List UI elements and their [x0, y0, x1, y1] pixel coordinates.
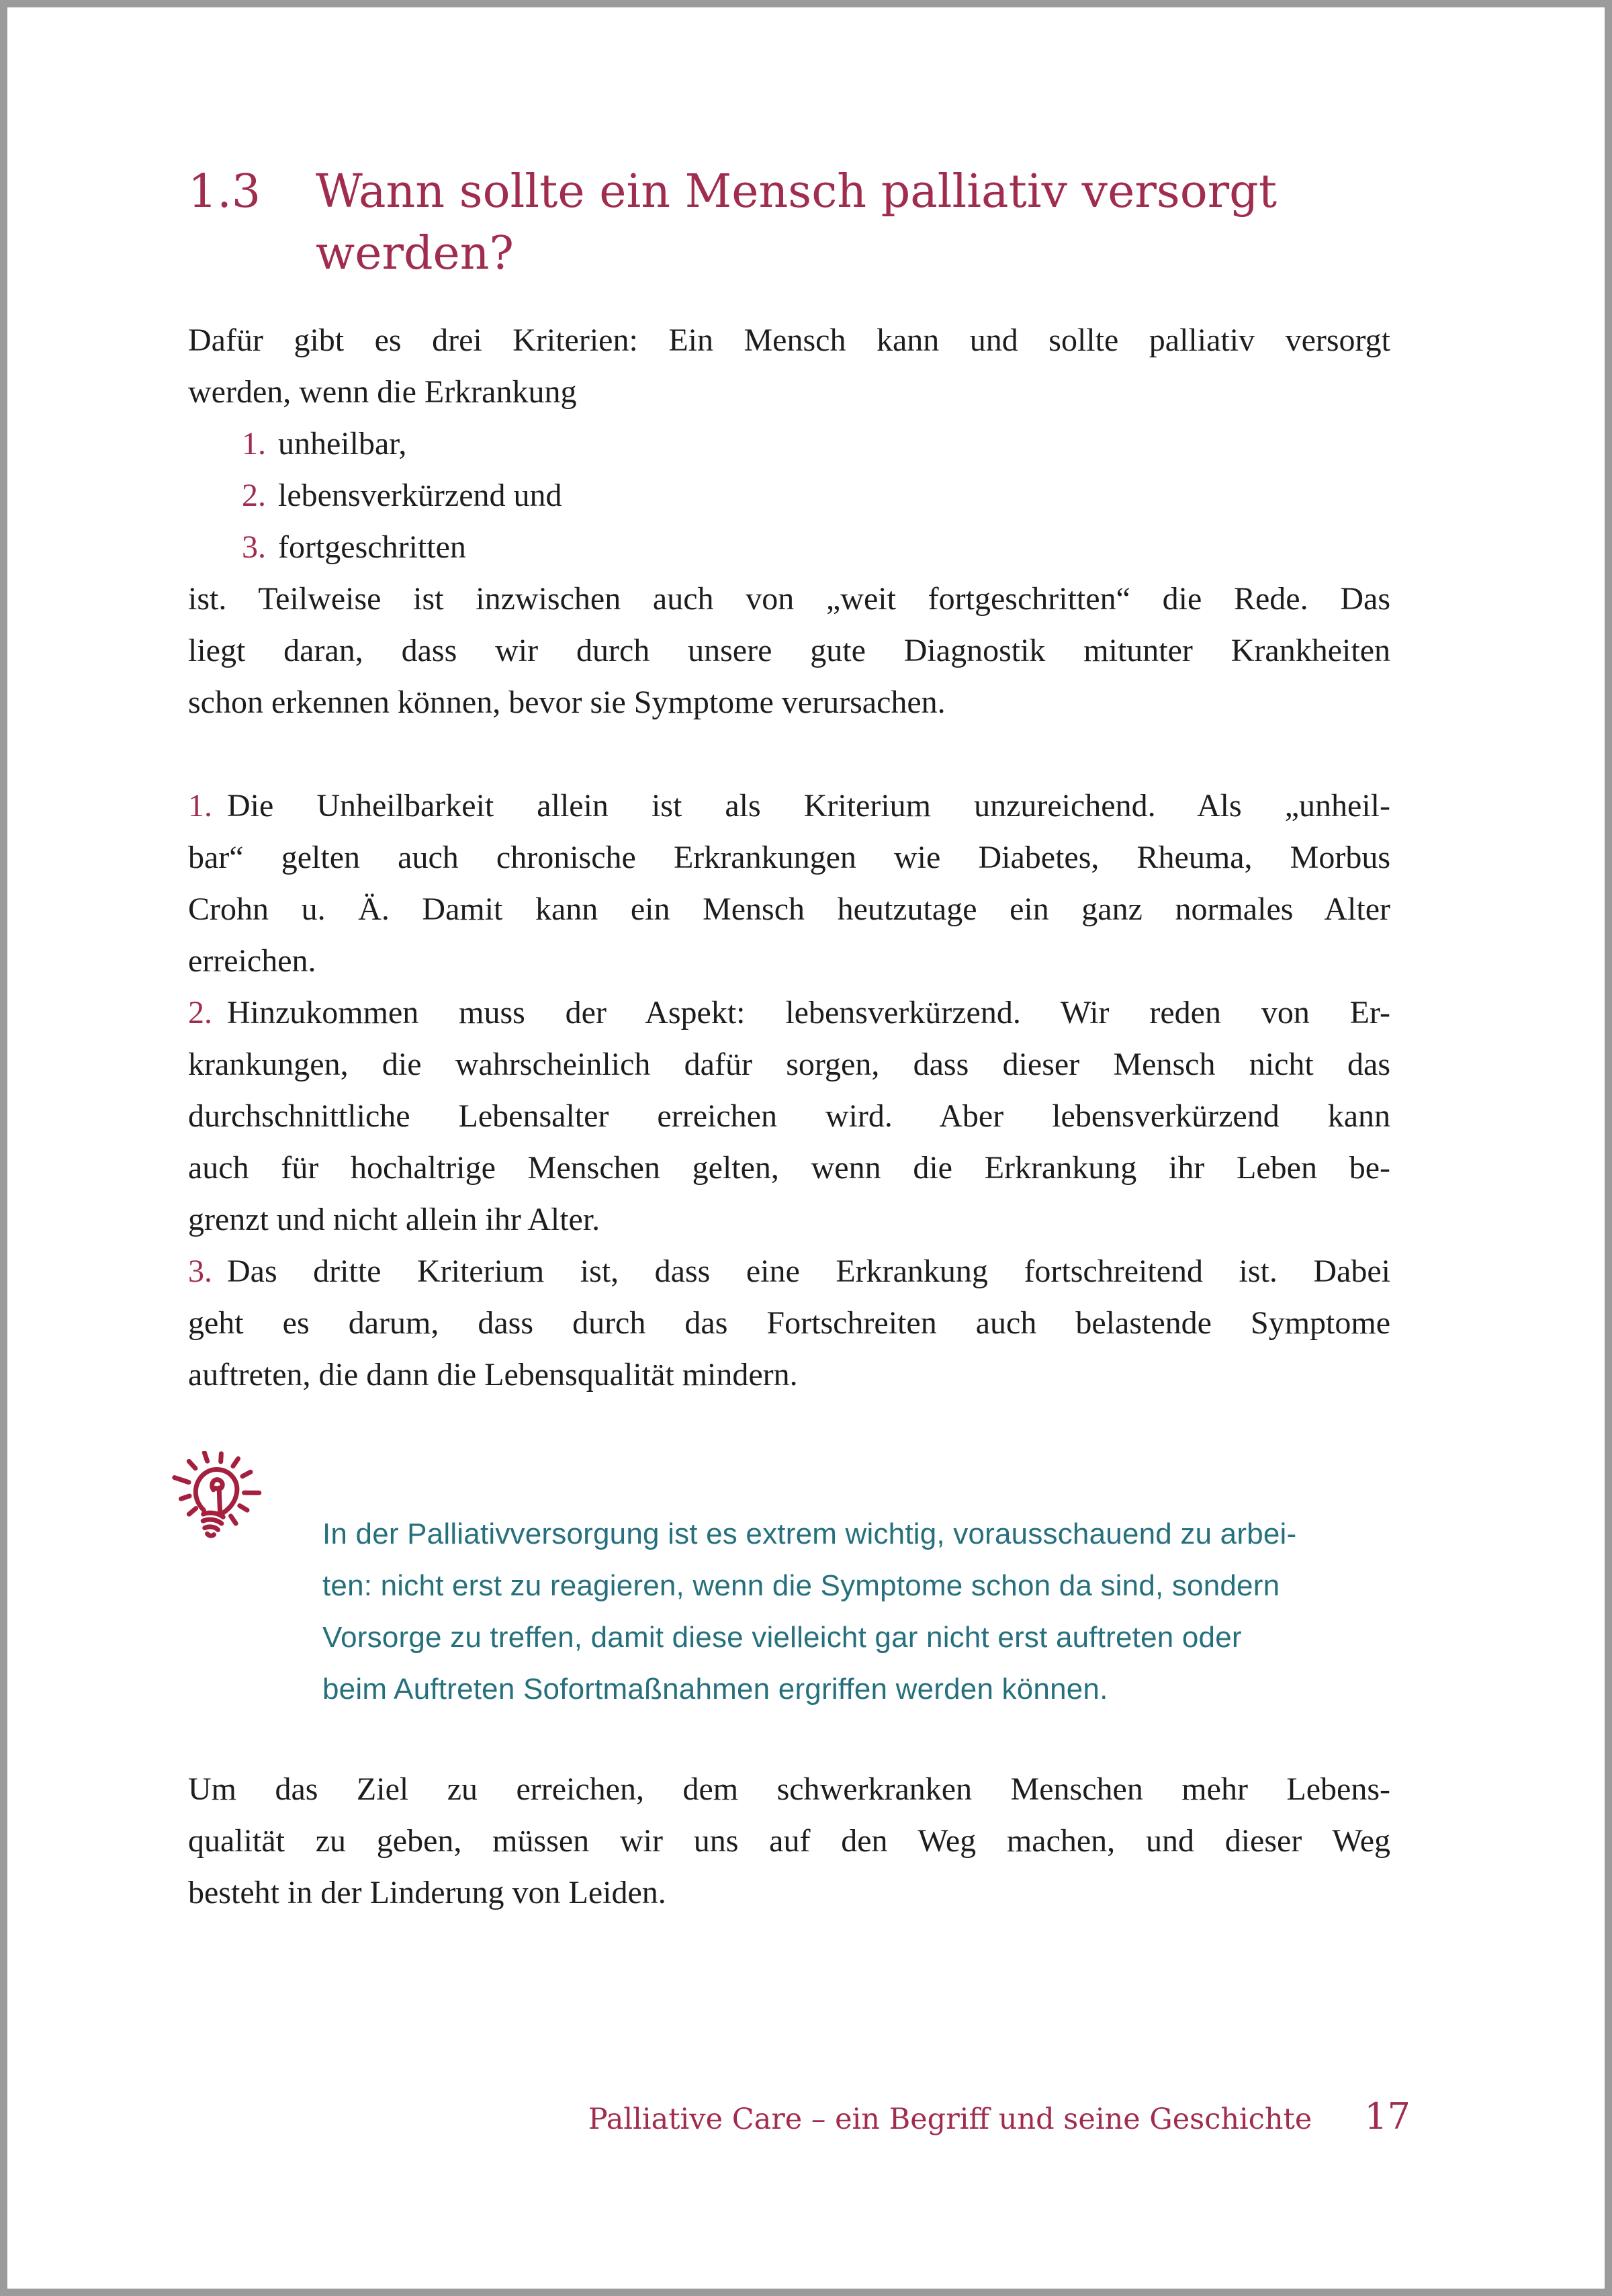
- page-number: 17: [1364, 2095, 1410, 2137]
- section-title-line-1: Wann sollte ein Mensch palliativ versorgt: [316, 165, 1278, 218]
- section-title-line-2: werden?: [316, 227, 514, 280]
- body-line: ist. Teilweise ist inzwischen auch von „weit fortgeschritten“ die Rede. Das: [188, 581, 1390, 617]
- criterion-number: 1.: [188, 788, 212, 824]
- list-item: [242, 418, 1390, 470]
- body-line: schon erkennen können, bevor sie Symptome verursachen.: [188, 685, 946, 720]
- intro-line: werden, wenn die Erkrankung: [188, 374, 577, 410]
- body-line: grenzt und nicht allein ihr Alter.: [188, 1202, 600, 1237]
- closing-paragraph: [188, 1763, 1390, 1918]
- body-line: qualität zu geben, müssen wir uns auf den Weg machen, und dieser Weg: [188, 1823, 1390, 1859]
- criteria-section: [188, 780, 1390, 1401]
- tip-line: In der Palliativversorgung ist es extrem wichtig, vorausschauend zu arbei-: [322, 1517, 1297, 1550]
- list-item-number: 3.: [242, 529, 266, 565]
- intro-paragraph: [188, 314, 1390, 418]
- tip-box: [188, 1508, 1390, 1715]
- section-title: [316, 161, 1390, 285]
- section-heading: [188, 161, 1390, 285]
- tip-text: [322, 1508, 1390, 1715]
- list-item: [242, 521, 1390, 573]
- body-line-text: Die Unheilbarkeit allein ist als Kriterium unzureichend. Als „unheil-: [227, 788, 1390, 824]
- running-title: Palliative Care – ein Begriff und seine Geschichte: [588, 2103, 1312, 2136]
- body-line: erreichen.: [188, 943, 316, 979]
- body-line: durchschnittliche Lebensalter erreichen wird. Aber lebensverkürzend kann: [188, 1098, 1390, 1134]
- list-item: [242, 470, 1390, 521]
- body-line: Um das Ziel zu erreichen, dem schwerkranken Menschen mehr Lebens-: [188, 1771, 1390, 1807]
- criterion-number: 2.: [188, 995, 212, 1030]
- body-line: besteht in der Linderung von Leiden.: [188, 1875, 666, 1910]
- body-line: liegt daran, dass wir durch unsere gute Diagnostik mitunter Krankheiten: [188, 633, 1390, 668]
- body-line: [188, 780, 1390, 832]
- criterion-2-paragraph: [188, 987, 1390, 1245]
- body-line: [188, 1245, 1390, 1297]
- tip-line: beim Auftreten Sofortmaßnahmen ergriffen werden können.: [322, 1673, 1108, 1706]
- criteria-short-list: [242, 418, 1390, 573]
- criterion-1-paragraph: [188, 780, 1390, 987]
- list-item-number: 2.: [242, 478, 266, 513]
- lightbulb-icon: [168, 1451, 269, 1553]
- tip-line: Vorsorge zu treffen, damit diese vielleicht gar nicht erst auftreten oder: [322, 1621, 1242, 1654]
- body-line: auftreten, die dann die Lebensqualität mindern.: [188, 1357, 798, 1393]
- page-footer: [588, 2095, 1410, 2137]
- list-item-label: fortgeschritten: [278, 529, 466, 565]
- list-item-number: 1.: [242, 426, 266, 461]
- tip-line: ten: nicht erst zu reagieren, wenn die Symptome schon da sind, sondern: [322, 1569, 1280, 1602]
- list-item-label: lebensverkürzend und: [278, 478, 562, 513]
- intro-line: Dafür gibt es drei Kriterien: Ein Mensch kann und sollte palliativ versorgt: [188, 322, 1390, 358]
- list-item-label: unheilbar,: [278, 426, 407, 461]
- body-line: auch für hochaltrige Menschen gelten, wenn die Erkrankung ihr Leben be-: [188, 1150, 1390, 1186]
- body-line: Crohn u. Ä. Damit kann ein Mensch heutzutage ein ganz normales Alter: [188, 891, 1390, 927]
- section-number: 1.3: [188, 165, 261, 218]
- body-line: krankungen, die wahrscheinlich dafür sorgen, dass dieser Mensch nicht das: [188, 1047, 1390, 1082]
- body-line: [188, 987, 1390, 1039]
- criterion-3-paragraph: [188, 1245, 1390, 1401]
- criterion-number: 3.: [188, 1253, 212, 1289]
- after-list-paragraph: [188, 573, 1390, 728]
- body-line-text: Das dritte Kriterium ist, dass eine Erkrankung fortschreitend ist. Dabei: [227, 1253, 1390, 1289]
- body-line: geht es darum, dass durch das Fortschreiten auch belastende Symptome: [188, 1305, 1390, 1341]
- body-line: bar“ gelten auch chronische Erkrankungen wie Diabetes, Rheuma, Morbus: [188, 840, 1390, 875]
- body-line-text: Hinzukommen muss der Aspekt: lebensverkürzend. Wir reden von Er-: [227, 995, 1390, 1030]
